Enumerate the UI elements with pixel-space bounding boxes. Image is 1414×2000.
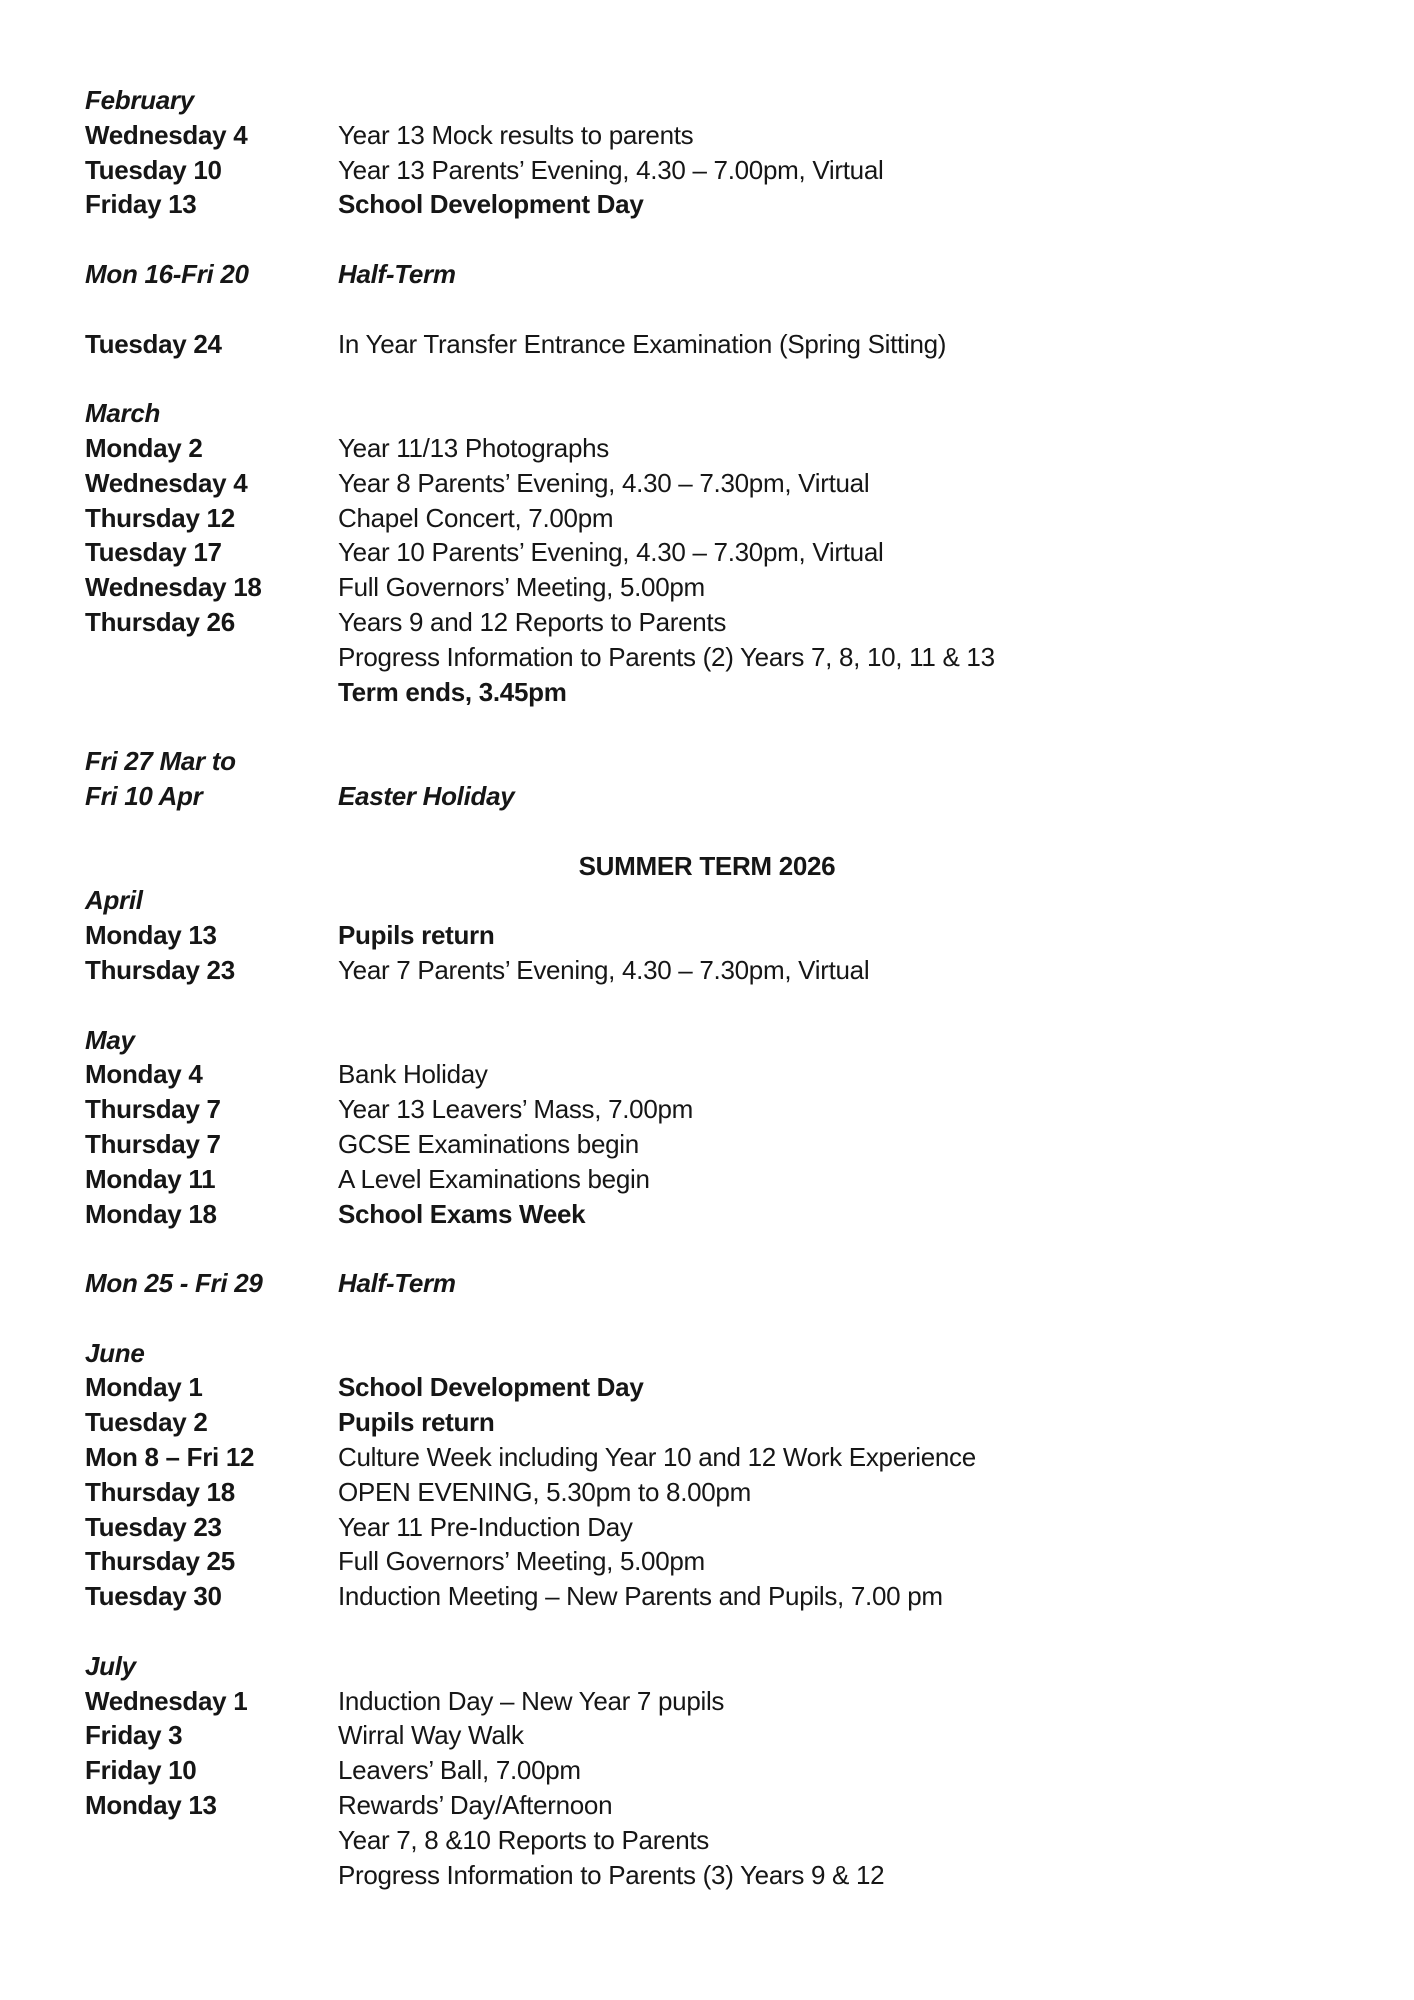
event-description: School Development Day (338, 189, 644, 220)
event-date: Wednesday 1 (85, 1685, 248, 1716)
calendar-row (85, 1092, 1359, 1127)
blank-row (85, 814, 1359, 849)
event-date: Tuesday 24 (85, 328, 222, 359)
calendar-row (85, 1405, 1359, 1440)
event-description: GCSE Examinations begin (338, 1128, 639, 1159)
calendar-row (85, 1370, 1359, 1405)
event-description: Leavers’ Ball, 7.00pm (338, 1755, 581, 1786)
event-description: Year 7, 8 &10 Reports to Parents (338, 1824, 710, 1855)
event-date: Tuesday 23 (85, 1511, 222, 1542)
event-description: Year 13 Parents’ Evening, 4.30 – 7.00pm, Virtual (338, 154, 884, 185)
term-heading: SUMMER TERM 2026 (578, 850, 836, 881)
event-date: Friday 3 (85, 1720, 183, 1751)
event-date: Tuesday 17 (85, 537, 222, 568)
calendar-row (85, 118, 1359, 153)
blank-row (85, 1614, 1359, 1649)
blank-row (85, 1301, 1359, 1336)
event-description: Term ends, 3.45pm (338, 676, 567, 707)
blank-row (85, 222, 1359, 257)
calendar-row (85, 535, 1359, 570)
event-date: Thursday 26 (85, 606, 235, 637)
calendar-row (85, 466, 1359, 501)
calendar-rows (85, 83, 1359, 1892)
event-description: Culture Week including Year 10 and 12 Work Experience (338, 1442, 976, 1473)
event-description: Years 9 and 12 Reports to Parents (338, 606, 727, 637)
event-date: Fri 27 Mar to (85, 746, 236, 777)
event-date: Wednesday 18 (85, 572, 262, 603)
event-date: Thursday 23 (85, 954, 235, 985)
calendar-row (85, 570, 1359, 605)
event-description: Wirral Way Walk (338, 1720, 524, 1751)
term-heading-row (0, 849, 1414, 884)
event-description: School Development Day (338, 1372, 644, 1403)
calendar-row (85, 187, 1359, 222)
event-description: Rewards’ Day/Afternoon (338, 1790, 613, 1821)
event-description: Pupils return (338, 920, 495, 951)
event-description: Full Governors’ Meeting, 5.00pm (338, 1546, 705, 1577)
event-description: A Level Examinations begin (338, 1163, 650, 1194)
event-description: Half-Term (338, 258, 456, 289)
calendar-row (85, 1718, 1359, 1753)
event-description: Progress Information to Parents (3) Years 9 & 12 (338, 1859, 885, 1890)
calendar-row (85, 153, 1359, 188)
month-label: February (85, 85, 194, 115)
event-description: Bank Holiday (338, 1059, 488, 1090)
month-heading-row (85, 1023, 1359, 1058)
event-date: Mon 8 – Fri 12 (85, 1442, 255, 1473)
event-description: Easter Holiday (338, 780, 515, 811)
event-date: Fri 10 Apr (85, 780, 203, 811)
month-label: July (85, 1650, 136, 1681)
event-date: Monday 1 (85, 1372, 203, 1403)
event-date: Wednesday 4 (85, 467, 248, 498)
calendar-row (85, 1162, 1359, 1197)
event-date: Tuesday 10 (85, 154, 222, 185)
month-label: May (85, 1024, 135, 1055)
event-date: Wednesday 4 (85, 119, 248, 150)
event-description: School Exams Week (338, 1198, 586, 1229)
event-date: Monday 13 (85, 920, 217, 951)
event-date: Tuesday 30 (85, 1581, 222, 1612)
month-heading-row (85, 1649, 1359, 1684)
event-description: Half-Term (338, 1268, 456, 1299)
event-description: In Year Transfer Entrance Examination (Spring Sitting) (338, 328, 947, 359)
calendar-row (85, 605, 1359, 640)
calendar-row (85, 327, 1359, 362)
event-description: Induction Day – New Year 7 pupils (338, 1685, 725, 1716)
blank-row (85, 988, 1359, 1023)
blank-row (85, 1231, 1359, 1266)
event-description: OPEN EVENING, 5.30pm to 8.00pm (338, 1476, 751, 1507)
event-description: Year 13 Mock results to parents (338, 119, 694, 150)
calendar-row (85, 501, 1359, 536)
calendar-row (85, 953, 1359, 988)
calendar-row (85, 1475, 1359, 1510)
event-date: Thursday 7 (85, 1094, 221, 1125)
blank-row (85, 709, 1359, 744)
event-description: Pupils return (338, 1407, 495, 1438)
month-heading-row (85, 1336, 1359, 1371)
event-date: Thursday 25 (85, 1546, 235, 1577)
calendar-row (85, 779, 1359, 814)
calendar-row (85, 1544, 1359, 1579)
event-description: Year 10 Parents’ Evening, 4.30 – 7.30pm, Virtual (338, 537, 884, 568)
calendar-row (85, 1510, 1359, 1545)
event-date: Mon 16-Fri 20 (85, 258, 249, 289)
event-description: Year 13 Leavers’ Mass, 7.00pm (338, 1094, 694, 1125)
calendar-row (85, 640, 1359, 675)
event-description: Induction Meeting – New Parents and Pupils, 7.00 pm (338, 1581, 943, 1612)
month-label: June (85, 1337, 145, 1368)
calendar-row (85, 257, 1359, 292)
blank-row (85, 361, 1359, 396)
event-date: Tuesday 2 (85, 1407, 208, 1438)
event-description: Year 7 Parents’ Evening, 4.30 – 7.30pm, Virtual (338, 954, 870, 985)
calendar-row (85, 1684, 1359, 1719)
calendar-row (85, 1858, 1359, 1893)
calendar-row (85, 1197, 1359, 1232)
event-date: Monday 18 (85, 1198, 217, 1229)
calendar-row (85, 1057, 1359, 1092)
month-label: April (85, 885, 143, 916)
calendar-row (85, 1579, 1359, 1614)
month-heading-row (85, 396, 1359, 431)
event-description: Year 11/13 Photographs (338, 432, 609, 463)
calendar-row (85, 918, 1359, 953)
event-description: Chapel Concert, 7.00pm (338, 502, 614, 533)
event-date: Thursday 12 (85, 502, 235, 533)
calendar-row (85, 1753, 1359, 1788)
calendar-row (85, 744, 1359, 779)
event-description: Full Governors’ Meeting, 5.00pm (338, 572, 705, 603)
month-heading-row (85, 883, 1359, 918)
calendar-row (85, 1823, 1359, 1858)
event-date: Monday 13 (85, 1790, 217, 1821)
event-date: Thursday 7 (85, 1128, 221, 1159)
event-description: Year 8 Parents’ Evening, 4.30 – 7.30pm, Virtual (338, 467, 870, 498)
event-date: Mon 25 - Fri 29 (85, 1268, 263, 1299)
month-label: March (85, 398, 161, 429)
event-date: Thursday 18 (85, 1476, 235, 1507)
calendar-row (85, 1266, 1359, 1301)
calendar-row (85, 1440, 1359, 1475)
event-description: Progress Information to Parents (2) Years 7, 8, 10, 11 & 13 (338, 641, 995, 672)
event-date: Monday 4 (85, 1059, 203, 1090)
calendar-row (85, 1127, 1359, 1162)
event-date: Monday 2 (85, 432, 203, 463)
blank-row (85, 292, 1359, 327)
calendar-row (85, 431, 1359, 466)
event-description: Year 11 Pre-Induction Day (338, 1511, 633, 1542)
event-date: Monday 11 (85, 1163, 216, 1194)
event-date: Friday 10 (85, 1755, 197, 1786)
month-heading-row (85, 83, 1359, 118)
calendar-row (85, 675, 1359, 710)
calendar-row (85, 1788, 1359, 1823)
event-date: Friday 13 (85, 189, 197, 220)
